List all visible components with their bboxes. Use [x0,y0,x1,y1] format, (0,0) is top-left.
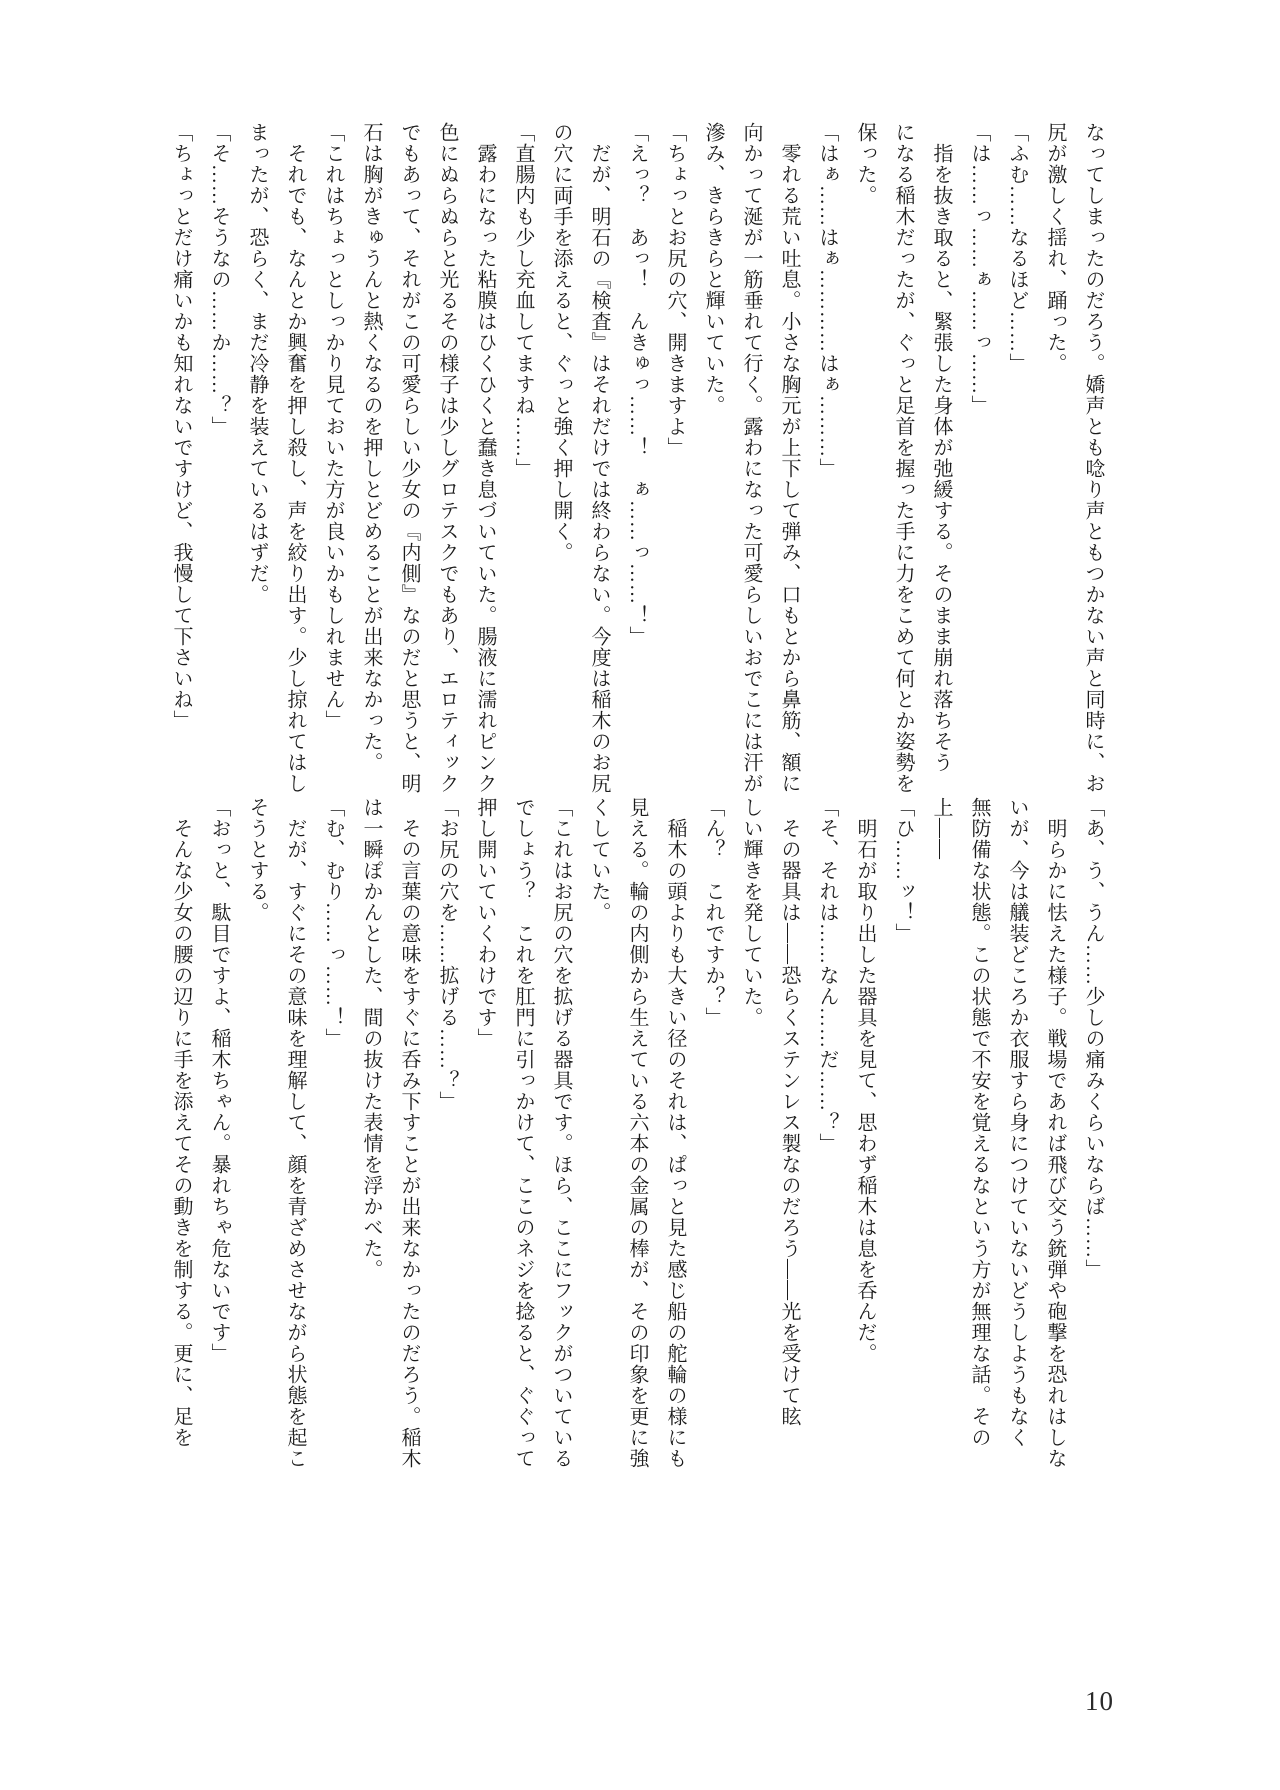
text-line: になる稲木だったが、ぐっと足首を握った手に力をこめて何とか姿勢を [892,122,914,794]
text-line: 滲み、きらきらと輝いていた。 [702,122,724,416]
text-line: いが、今は艤装どころか衣服すら身につけていないどうしようもなく [1006,797,1028,1448]
text-line: 「そ、それは……なん……だ……？」 [816,797,838,1154]
text-line: の穴に両手を添えると、ぐっと強く押し開く。 [550,122,572,563]
text-line: なってしまったのだろう。嬌声とも唸り声ともつかない声と同時に、お [1082,122,1104,794]
text-line: 尻が激しく揺れ、踊った。 [1044,122,1066,374]
text-line: 明石が取り出した器具を見て、思わず稲木は息を呑んだ。 [854,797,876,1364]
text-line: 「あ、う、うん……少しの痛みくらいならば……」 [1082,797,1104,1280]
text-line: だが、明石の『検査』はそれだけでは終わらない。今度は稲木のお尻 [588,122,610,794]
text-line: 稲木の頭よりも大きい径のそれは、ぱっと見た感じ船の舵輪の様にも [664,797,686,1469]
text-line: 「えっ？ あっ！ んきゅっ……！ ぁ……っ……！」 [626,122,648,647]
text-line: 「は……っ……ぁ……っ……」 [968,122,990,416]
text-line: 「はぁ……はぁ…………はぁ………」 [816,122,838,479]
text-line: 「ん？ これですか？」 [702,797,724,1028]
text-line: まったが、恐らく、まだ冷静を装えているはずだ。 [246,122,268,605]
text-line: くしていた。 [588,797,610,923]
text-line: 見える。輪の内側から生えている六本の金属の棒が、その印象を更に強 [626,797,648,1469]
text-line: は一瞬ぽかんとした、間の抜けた表情を浮かべた。 [360,797,382,1280]
text-line: 無防備な状態。この状態で不安を覚えるなという方が無理な話。その [968,797,990,1448]
text-line: 上―― [930,797,952,860]
text-line: そんな少女の腰の辺りに手を添えてその動きを制する。更に、足を [170,797,192,1448]
text-line: でしょう？ これを肛門に引っかけて、ここのネジを捻ると、ぐぐって [512,797,534,1469]
text-line: 「ひ……ッ！」 [892,797,914,944]
text-line: だが、すぐにその意味を理解して、顔を青ざめさせながら状態を起こ [284,797,306,1469]
text-line: しい輝きを発していた。 [740,797,762,1028]
text-line: 「直腸内も少し充血してますね……」 [512,122,534,479]
text-line: 石は胸がきゅうんと熱くなるのを押しとどめることが出来なかった。 [360,122,382,773]
text-line: 保った。 [854,122,876,206]
text-line: 明らかに怯えた様子。戦場であれば飛び交う銃弾や砲撃を恐れはしな [1044,797,1066,1469]
text-line: それでも、なんとか興奮を押し殺し、声を絞り出す。少し掠れてはし [284,122,306,794]
text-line: 「そ……そうなの……か……？」 [208,122,230,437]
text-line: 「これはお尻の穴を拡げる器具です。ほら、ここにフックがついている [550,797,572,1469]
text-line: 「これはちょっとしっかり見ておいた方が良いかもしれません」 [322,122,344,731]
text-line: 「む、むり……っ……！」 [322,797,344,1049]
text-line: 「ちょっとだけ痛いかも知れないですけど、我慢して下さいね」 [170,122,192,731]
text-line: 指を抜き取ると、緊張した身体が弛緩する。そのまま崩れ落ちそう [930,122,952,773]
text-line: 押し開いていくわけです」 [474,797,496,1049]
text-line: 「お尻の穴を……拡げる……？」 [436,797,458,1112]
text-line: 露わになった粘膜はひくひくと蠢き息づいていた。腸液に濡れピンク [474,122,496,794]
page-number: 10 [1085,1686,1114,1716]
text-line: そうとする。 [246,797,268,923]
text-line: 向かって涎が一筋垂れて行く。露わになった可愛らしいおでこには汗が [740,122,762,794]
text-line: 零れる荒い吐息。小さな胸元が上下して弾み、口もとから鼻筋、額に [778,122,800,794]
text-line: 「ちょっとお尻の穴、開きますよ」 [664,122,686,458]
top-text-block [162,122,1112,797]
text-line: その言葉の意味をすぐに呑み下すことが出来なかったのだろう。稲木 [398,797,420,1469]
text-line: 色にぬらぬらと光るその様子は少しグロテスクでもあり、エロティック [436,122,458,794]
text-line: その器具は――恐らくステンレス製なのだろう――光を受けて眩 [778,797,800,1427]
text-line: でもあって、それがこの可愛らしい少女の『内側』なのだと思うと、明 [398,122,420,794]
bottom-text-block [162,797,1112,1537]
text-line: 「おっと、駄目ですよ、稲木ちゃん。暴れちゃ危ないです」 [208,797,230,1364]
text-line: 「ふむ……なるほど……」 [1006,122,1028,374]
